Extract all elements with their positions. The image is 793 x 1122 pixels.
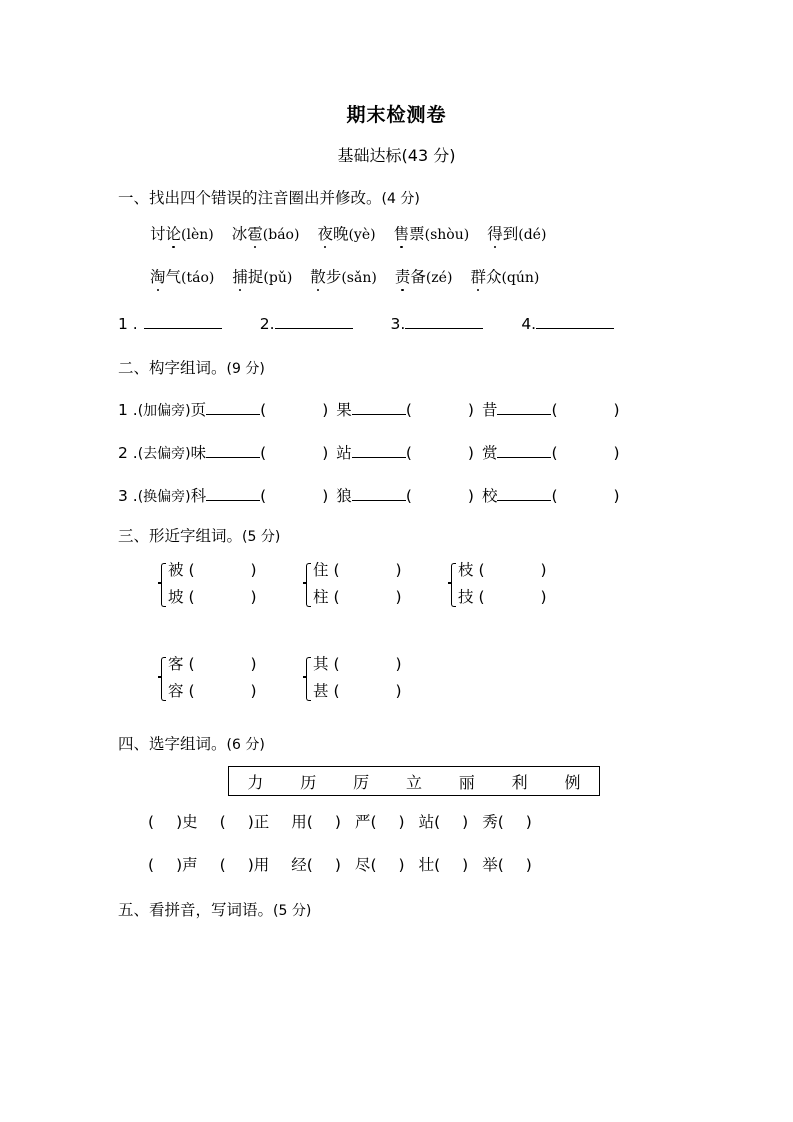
section-2-paren-close: ) bbox=[467, 444, 474, 462]
pinyin-item bbox=[310, 265, 377, 287]
section-1-pinyin-row-1 bbox=[150, 222, 564, 244]
glyph-paren-close: ) bbox=[250, 588, 257, 606]
pinyin-word-char: 气 bbox=[165, 268, 182, 286]
pinyin-item bbox=[150, 265, 214, 287]
section-1-points: (4 分) bbox=[381, 191, 420, 207]
section-2-base-char: 科 bbox=[190, 487, 207, 505]
section-4-paren-close: ) bbox=[525, 813, 532, 831]
section-4-paren-open: ( bbox=[148, 813, 155, 831]
section-4-paren-close: ) bbox=[462, 856, 469, 874]
pinyin-item bbox=[394, 222, 470, 244]
section-4-char: 用 bbox=[291, 813, 307, 831]
word-bank-char[interactable]: 利 bbox=[511, 772, 528, 792]
pinyin-item bbox=[317, 222, 375, 244]
section-4-answer-row-2 bbox=[148, 853, 546, 875]
pinyin-reading: (lèn) bbox=[181, 227, 214, 243]
section-2-blank-line[interactable] bbox=[352, 444, 406, 458]
section-4-item bbox=[355, 853, 405, 875]
page-subtitle: 基础达标(43 分) bbox=[337, 146, 456, 165]
glyph-char: 坡 bbox=[168, 588, 184, 606]
section-2-row-2 bbox=[118, 441, 620, 463]
pinyin-item bbox=[150, 222, 214, 244]
section-3-heading bbox=[118, 524, 280, 546]
glyph-paren-close: ) bbox=[395, 655, 402, 673]
section-1-answer-blanks bbox=[118, 315, 652, 333]
pinyin-word-char: 淘 bbox=[150, 265, 166, 287]
pinyin-word-char: 冰 bbox=[231, 225, 248, 243]
section-4-heading-text: 四、选字组词。 bbox=[118, 735, 227, 753]
section-4-word-bank bbox=[228, 766, 600, 796]
section-4-paren-close: ) bbox=[398, 813, 405, 831]
section-2-base-char: 昔 bbox=[481, 401, 498, 419]
section-4-item bbox=[148, 810, 198, 832]
section-4-char: 举 bbox=[482, 856, 498, 874]
glyph-paren-close: ) bbox=[395, 588, 402, 606]
left-brace-icon bbox=[158, 655, 167, 701]
answer-blank-item bbox=[521, 315, 614, 333]
pinyin-word-char: 票 bbox=[409, 225, 425, 243]
section-2-base-char: 校 bbox=[481, 487, 498, 505]
pinyin-word-char: 步 bbox=[325, 268, 342, 286]
pinyin-word-char: 晚 bbox=[332, 225, 349, 243]
section-2-item bbox=[482, 484, 620, 506]
section-2-row-number: 2 . bbox=[118, 444, 138, 462]
section-2-row-1 bbox=[118, 398, 620, 420]
section-2-paren-open: ( bbox=[260, 487, 267, 505]
pinyin-word-char: 雹 bbox=[247, 222, 263, 244]
section-2-paren-open: ( bbox=[260, 401, 267, 419]
pinyin-item bbox=[232, 222, 300, 244]
section-2-blank-line[interactable] bbox=[497, 487, 551, 501]
answer-blank-item bbox=[391, 315, 484, 333]
answer-blank-number: 1 . bbox=[118, 315, 138, 334]
glyph-paren-open: ( bbox=[473, 561, 485, 579]
pinyin-word-char: 备 bbox=[410, 268, 426, 286]
section-4-item bbox=[291, 810, 341, 832]
glyph-char: 甚 bbox=[313, 682, 329, 700]
pinyin-reading: (shòu) bbox=[424, 227, 470, 243]
section-4-paren-open: ( bbox=[434, 856, 441, 874]
section-2-paren-close: ) bbox=[613, 487, 620, 505]
answer-blank-line[interactable] bbox=[536, 315, 614, 329]
word-bank-char[interactable]: 立 bbox=[405, 772, 422, 792]
glyph-pair-row bbox=[313, 588, 402, 607]
section-2-paren-open: ( bbox=[405, 444, 412, 462]
section-2-paren-open: ( bbox=[551, 444, 558, 462]
section-4-char: 用 bbox=[253, 856, 270, 874]
glyph-char: 其 bbox=[313, 655, 329, 673]
pinyin-item bbox=[232, 265, 292, 287]
section-2-item bbox=[191, 398, 329, 420]
answer-blank-number: 4. bbox=[521, 315, 537, 334]
section-4-char: 壮 bbox=[418, 856, 435, 874]
glyph-paren-close: ) bbox=[395, 682, 402, 700]
section-5-heading-text: 五、看拼音，写词语。 bbox=[118, 901, 274, 919]
section-2-blank-line[interactable] bbox=[206, 401, 260, 415]
section-4-paren-close: ) bbox=[247, 856, 254, 874]
section-4-paren-open: ( bbox=[219, 856, 226, 874]
section-2-paren-close: ) bbox=[322, 444, 329, 462]
section-1-pinyin-row-2 bbox=[150, 265, 557, 287]
section-4-paren-open: ( bbox=[497, 813, 504, 831]
glyph-paren-close: ) bbox=[250, 561, 257, 579]
pinyin-reading: (dé) bbox=[518, 227, 547, 243]
glyph-paren-open: ( bbox=[183, 561, 195, 579]
section-2-paren-open: ( bbox=[551, 401, 558, 419]
glyph-paren-open: ( bbox=[328, 588, 340, 606]
section-4-paren-open: ( bbox=[306, 813, 313, 831]
pinyin-word-char: 到 bbox=[502, 225, 519, 243]
glyph-char: 柱 bbox=[313, 588, 329, 606]
pinyin-word-char: 售 bbox=[394, 222, 410, 244]
glyph-pair-group bbox=[303, 655, 402, 701]
section-5-heading bbox=[118, 898, 311, 920]
answer-blank-line[interactable] bbox=[275, 315, 353, 329]
section-4-char: 正 bbox=[253, 813, 270, 831]
pinyin-reading: (pǔ) bbox=[263, 270, 293, 286]
glyph-pair-row bbox=[168, 588, 257, 607]
left-brace-icon bbox=[303, 561, 312, 607]
section-4-item bbox=[220, 853, 270, 875]
section-4-item bbox=[482, 853, 532, 875]
section-4-paren-close: ) bbox=[525, 856, 532, 874]
section-2-item bbox=[482, 398, 620, 420]
glyph-paren-close: ) bbox=[250, 655, 257, 673]
glyph-pair-row bbox=[458, 561, 547, 580]
section-4-paren-open: ( bbox=[370, 813, 377, 831]
section-2-paren-close: ) bbox=[322, 487, 329, 505]
section-2-item bbox=[191, 441, 329, 463]
section-2-paren-close: ) bbox=[613, 444, 620, 462]
answer-blank-item bbox=[118, 315, 222, 333]
page-title: 期末检测卷 bbox=[346, 104, 447, 126]
section-4-paren-close: ) bbox=[176, 813, 183, 831]
word-bank-char[interactable]: 厉 bbox=[353, 772, 370, 792]
glyph-pair-row bbox=[313, 682, 402, 701]
glyph-pair-cells bbox=[168, 655, 257, 701]
section-2-blank-line[interactable] bbox=[352, 401, 406, 415]
glyph-pair-cells bbox=[168, 561, 257, 607]
word-bank-char[interactable]: 历 bbox=[300, 772, 317, 792]
section-4-paren-close: ) bbox=[462, 813, 469, 831]
section-4-char: 严 bbox=[354, 813, 371, 831]
section-4-item bbox=[355, 810, 405, 832]
section-4-paren-close: ) bbox=[334, 856, 341, 874]
pinyin-word-char: 捉 bbox=[247, 268, 264, 286]
answer-blank-item bbox=[260, 315, 353, 333]
section-4-paren-close: ) bbox=[334, 813, 341, 831]
pinyin-word-char: 论 bbox=[166, 222, 182, 244]
section-4-item bbox=[419, 810, 469, 832]
section-3-heading-text: 三、形近字组词。 bbox=[118, 527, 243, 545]
glyph-pair-cells bbox=[313, 655, 402, 701]
word-bank-char[interactable]: 丽 bbox=[458, 772, 475, 792]
pinyin-word-char: 群 bbox=[470, 265, 486, 287]
glyph-paren-open: ( bbox=[473, 588, 485, 606]
glyph-paren-open: ( bbox=[183, 588, 195, 606]
answer-blank-number: 3. bbox=[390, 315, 406, 334]
pinyin-item bbox=[395, 265, 453, 287]
section-2-instruction: (换偏旁) bbox=[137, 489, 191, 505]
glyph-paren-close: ) bbox=[250, 682, 257, 700]
section-2-row-number: 1 . bbox=[118, 401, 138, 419]
glyph-char: 被 bbox=[168, 561, 184, 579]
section-2-heading-text: 二、构字组词。 bbox=[118, 359, 227, 377]
section-2-item bbox=[482, 441, 620, 463]
section-4-char: 史 bbox=[182, 813, 198, 831]
section-2-paren-open: ( bbox=[405, 487, 412, 505]
pinyin-word-char: 责 bbox=[395, 265, 411, 287]
glyph-pair-row bbox=[313, 561, 402, 580]
section-4-item bbox=[419, 853, 469, 875]
section-4-char: 站 bbox=[418, 813, 435, 831]
section-4-paren-open: ( bbox=[370, 856, 377, 874]
section-4-item bbox=[148, 853, 198, 875]
section-2-row-3 bbox=[118, 484, 620, 506]
section-2-instruction: (去偏旁) bbox=[137, 446, 191, 462]
pinyin-word-char: 散 bbox=[310, 265, 326, 287]
glyph-paren-open: ( bbox=[328, 561, 340, 579]
section-4-paren-open: ( bbox=[148, 856, 155, 874]
section-2-base-char: 赏 bbox=[481, 444, 498, 462]
pinyin-word-char: 捕 bbox=[232, 265, 248, 287]
section-2-base-char: 站 bbox=[336, 444, 352, 462]
section-4-item bbox=[291, 853, 341, 875]
glyph-paren-close: ) bbox=[395, 561, 402, 579]
glyph-paren-open: ( bbox=[183, 682, 195, 700]
glyph-char: 住 bbox=[313, 561, 329, 579]
section-2-points: (9 分) bbox=[226, 361, 265, 377]
word-bank-char[interactable]: 力 bbox=[247, 772, 264, 792]
glyph-paren-open: ( bbox=[328, 655, 340, 673]
section-2-item bbox=[336, 484, 474, 506]
section-5-points: (5 分) bbox=[273, 903, 312, 919]
section-4-char: 尽 bbox=[354, 856, 371, 874]
section-4-paren-open: ( bbox=[306, 856, 313, 874]
section-2-base-char: 狼 bbox=[336, 487, 352, 505]
section-4-char: 经 bbox=[291, 856, 307, 874]
glyph-pair-row bbox=[458, 588, 547, 607]
glyph-char: 枝 bbox=[458, 561, 474, 579]
section-2-base-char: 味 bbox=[190, 444, 207, 462]
section-2-paren-close: ) bbox=[322, 401, 329, 419]
pinyin-reading: (zé) bbox=[425, 270, 453, 286]
glyph-char: 容 bbox=[168, 682, 184, 700]
pinyin-word-char: 夜 bbox=[317, 222, 333, 244]
section-2-paren-open: ( bbox=[405, 401, 412, 419]
glyph-pair-row bbox=[168, 682, 257, 701]
section-4-item bbox=[220, 810, 270, 832]
section-4-paren-close: ) bbox=[176, 856, 183, 874]
pinyin-reading: (qún) bbox=[501, 270, 540, 286]
pinyin-item bbox=[470, 265, 539, 287]
section-2-heading bbox=[118, 356, 265, 378]
section-4-char: 声 bbox=[182, 856, 198, 874]
glyph-pair-group bbox=[158, 561, 257, 607]
section-4-paren-close: ) bbox=[398, 856, 405, 874]
left-brace-icon bbox=[448, 561, 457, 607]
section-2-paren-close: ) bbox=[613, 401, 620, 419]
glyph-pair-row bbox=[168, 655, 257, 674]
section-2-paren-close: ) bbox=[467, 401, 474, 419]
section-1-heading bbox=[118, 186, 420, 208]
pinyin-word-char: 众 bbox=[485, 268, 502, 286]
left-brace-icon bbox=[158, 561, 167, 607]
glyph-char: 客 bbox=[168, 655, 184, 673]
glyph-pair-row bbox=[168, 561, 257, 580]
section-2-instruction: (加偏旁) bbox=[137, 403, 191, 419]
section-4-points: (6 分) bbox=[226, 737, 265, 753]
section-2-row-number: 3 . bbox=[118, 487, 138, 505]
section-2-blank-line[interactable] bbox=[352, 487, 406, 501]
pinyin-reading: (táo) bbox=[181, 270, 215, 286]
section-2-paren-open: ( bbox=[260, 444, 267, 462]
glyph-paren-open: ( bbox=[183, 655, 195, 673]
section-2-item bbox=[191, 484, 329, 506]
section-4-paren-open: ( bbox=[434, 813, 441, 831]
pinyin-word-char: 得 bbox=[487, 222, 503, 244]
glyph-paren-close: ) bbox=[540, 561, 547, 579]
glyph-pair-group bbox=[448, 561, 547, 607]
section-4-paren-open: ( bbox=[219, 813, 226, 831]
section-2-item bbox=[336, 441, 474, 463]
glyph-pair-group bbox=[303, 561, 402, 607]
pinyin-reading: (sǎn) bbox=[341, 270, 377, 286]
answer-blank-line[interactable] bbox=[144, 315, 222, 329]
section-4-heading bbox=[118, 732, 265, 754]
glyph-pair-row bbox=[313, 655, 402, 674]
left-brace-icon bbox=[303, 655, 312, 701]
section-4-paren-close: ) bbox=[247, 813, 254, 831]
answer-blank-number: 2. bbox=[259, 315, 275, 334]
glyph-pair-cells bbox=[313, 561, 402, 607]
section-3-points: (5 分) bbox=[242, 529, 281, 545]
section-4-char: 秀 bbox=[482, 813, 498, 831]
pinyin-reading: (báo) bbox=[262, 227, 300, 243]
glyph-paren-close: ) bbox=[540, 588, 547, 606]
section-2-paren-open: ( bbox=[551, 487, 558, 505]
word-bank-char[interactable]: 例 bbox=[564, 772, 581, 792]
section-2-blank-line[interactable] bbox=[497, 401, 551, 415]
pinyin-reading: (yè) bbox=[348, 227, 376, 243]
section-4-item bbox=[482, 810, 532, 832]
glyph-char: 技 bbox=[458, 588, 474, 606]
pinyin-word-char: 讨 bbox=[150, 225, 166, 243]
glyph-pair-cells bbox=[458, 561, 547, 607]
section-2-paren-close: ) bbox=[467, 487, 474, 505]
section-4-answer-row-1 bbox=[148, 810, 546, 832]
section-2-base-char: 页 bbox=[190, 401, 207, 419]
section-2-blank-line[interactable] bbox=[206, 444, 260, 458]
answer-blank-line[interactable] bbox=[405, 315, 483, 329]
section-4-paren-open: ( bbox=[497, 856, 504, 874]
section-2-item bbox=[336, 398, 474, 420]
section-2-blank-line[interactable] bbox=[497, 444, 551, 458]
pinyin-item bbox=[487, 222, 546, 244]
section-2-blank-line[interactable] bbox=[206, 487, 260, 501]
glyph-pair-group bbox=[158, 655, 257, 701]
section-1-heading-text: 一、找出四个错误的注音圈出并修改。 bbox=[118, 189, 382, 207]
section-2-base-char: 果 bbox=[336, 401, 352, 419]
glyph-paren-open: ( bbox=[328, 682, 340, 700]
